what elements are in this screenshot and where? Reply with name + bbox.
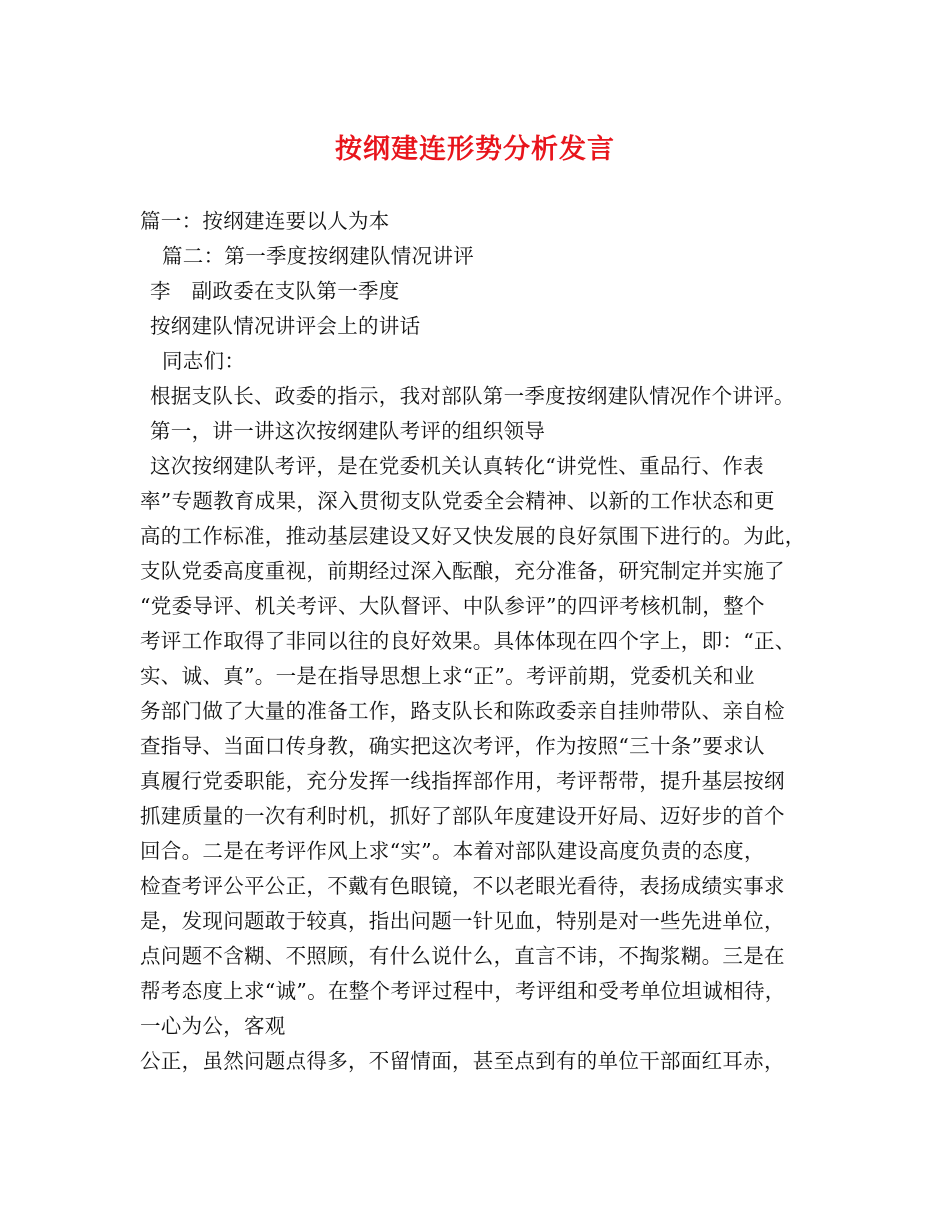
text-line: 抓建质量的一次有利时机，抓好了部队年度建设开好局、迈好步的首个: [140, 804, 785, 828]
text-line: 支队党委高度重视，前期经过深入酝酿，充分准备，研究制定并实施了: [140, 559, 785, 583]
text-line: 第一，讲一讲这次按纲建队考评的组织领导: [150, 419, 546, 443]
text-line: 考评工作取得了非同以往的良好效果。具体体现在四个字上，即：“正、: [140, 629, 796, 653]
text-line: 一心为公，客观: [140, 1014, 286, 1038]
text-line: 率”专题教育成果，深入贯彻支队党委全会精神、以新的工作状态和更: [140, 489, 775, 513]
text-line: 帮考态度上求“诚”。在整个考评过程中，考评组和受考单位坦诚相待，: [140, 979, 786, 1003]
text-line: 根据支队长、政委的指示，我对部队第一季度按纲建队情况作个讲评。: [150, 384, 795, 408]
text-line: 公正，虽然问题点得多，不留情面，甚至点到有的单位干部面红耳赤，: [140, 1049, 785, 1073]
text-line: 按纲建队情况讲评会上的讲话: [150, 314, 421, 338]
text-line: 务部门做了大量的准备工作，路支队长和陈政委亲自挂帅带队、亲自检: [140, 699, 785, 723]
text-line: 回合。二是在考评作风上求“实”。本着对部队建设高度负责的态度，: [140, 839, 765, 863]
text-line: “党委导评、机关考评、大队督评、中队参评”的四评考核机制，整个: [140, 594, 765, 618]
text-line: 这次按纲建队考评，是在党委机关认真转化“讲党性、重品行、作表: [150, 454, 764, 478]
text-line: 真履行党委职能，充分发挥一线指挥部作用，考评帮带，提升基层按纲: [140, 769, 785, 793]
text-line: 点问题不含糊、不照顾，有什么说什么，直言不讳，不掏浆糊。三是在: [140, 944, 785, 968]
text-line: 实、诚、真”。一是在指导思想上求“正”。考评前期，党委机关和业: [140, 664, 755, 688]
text-line: 篇一：按纲建连要以人为本: [140, 209, 390, 233]
text-line: 检查考评公平公正，不戴有色眼镜，不以老眼光看待，表扬成绩实事求: [140, 874, 785, 898]
text-line: 是，发现问题敢于较真，指出问题一针见血，特别是对一些先进单位，: [140, 909, 785, 933]
text-line: 查指导、当面口传身教，确实把这次考评，作为按照“三十条”要求认: [140, 734, 765, 758]
text-line: 篇二：第一季度按纲建队情况讲评: [162, 244, 474, 268]
document-title: 按纲建连形势分析发言: [335, 134, 615, 165]
text-line: 同志们：: [162, 349, 246, 373]
text-line: 李 副政委在支队第一季度: [150, 279, 400, 303]
text-line: 高的工作标准，推动基层建设又好又快发展的良好氛围下进行的。为此，: [140, 524, 806, 548]
